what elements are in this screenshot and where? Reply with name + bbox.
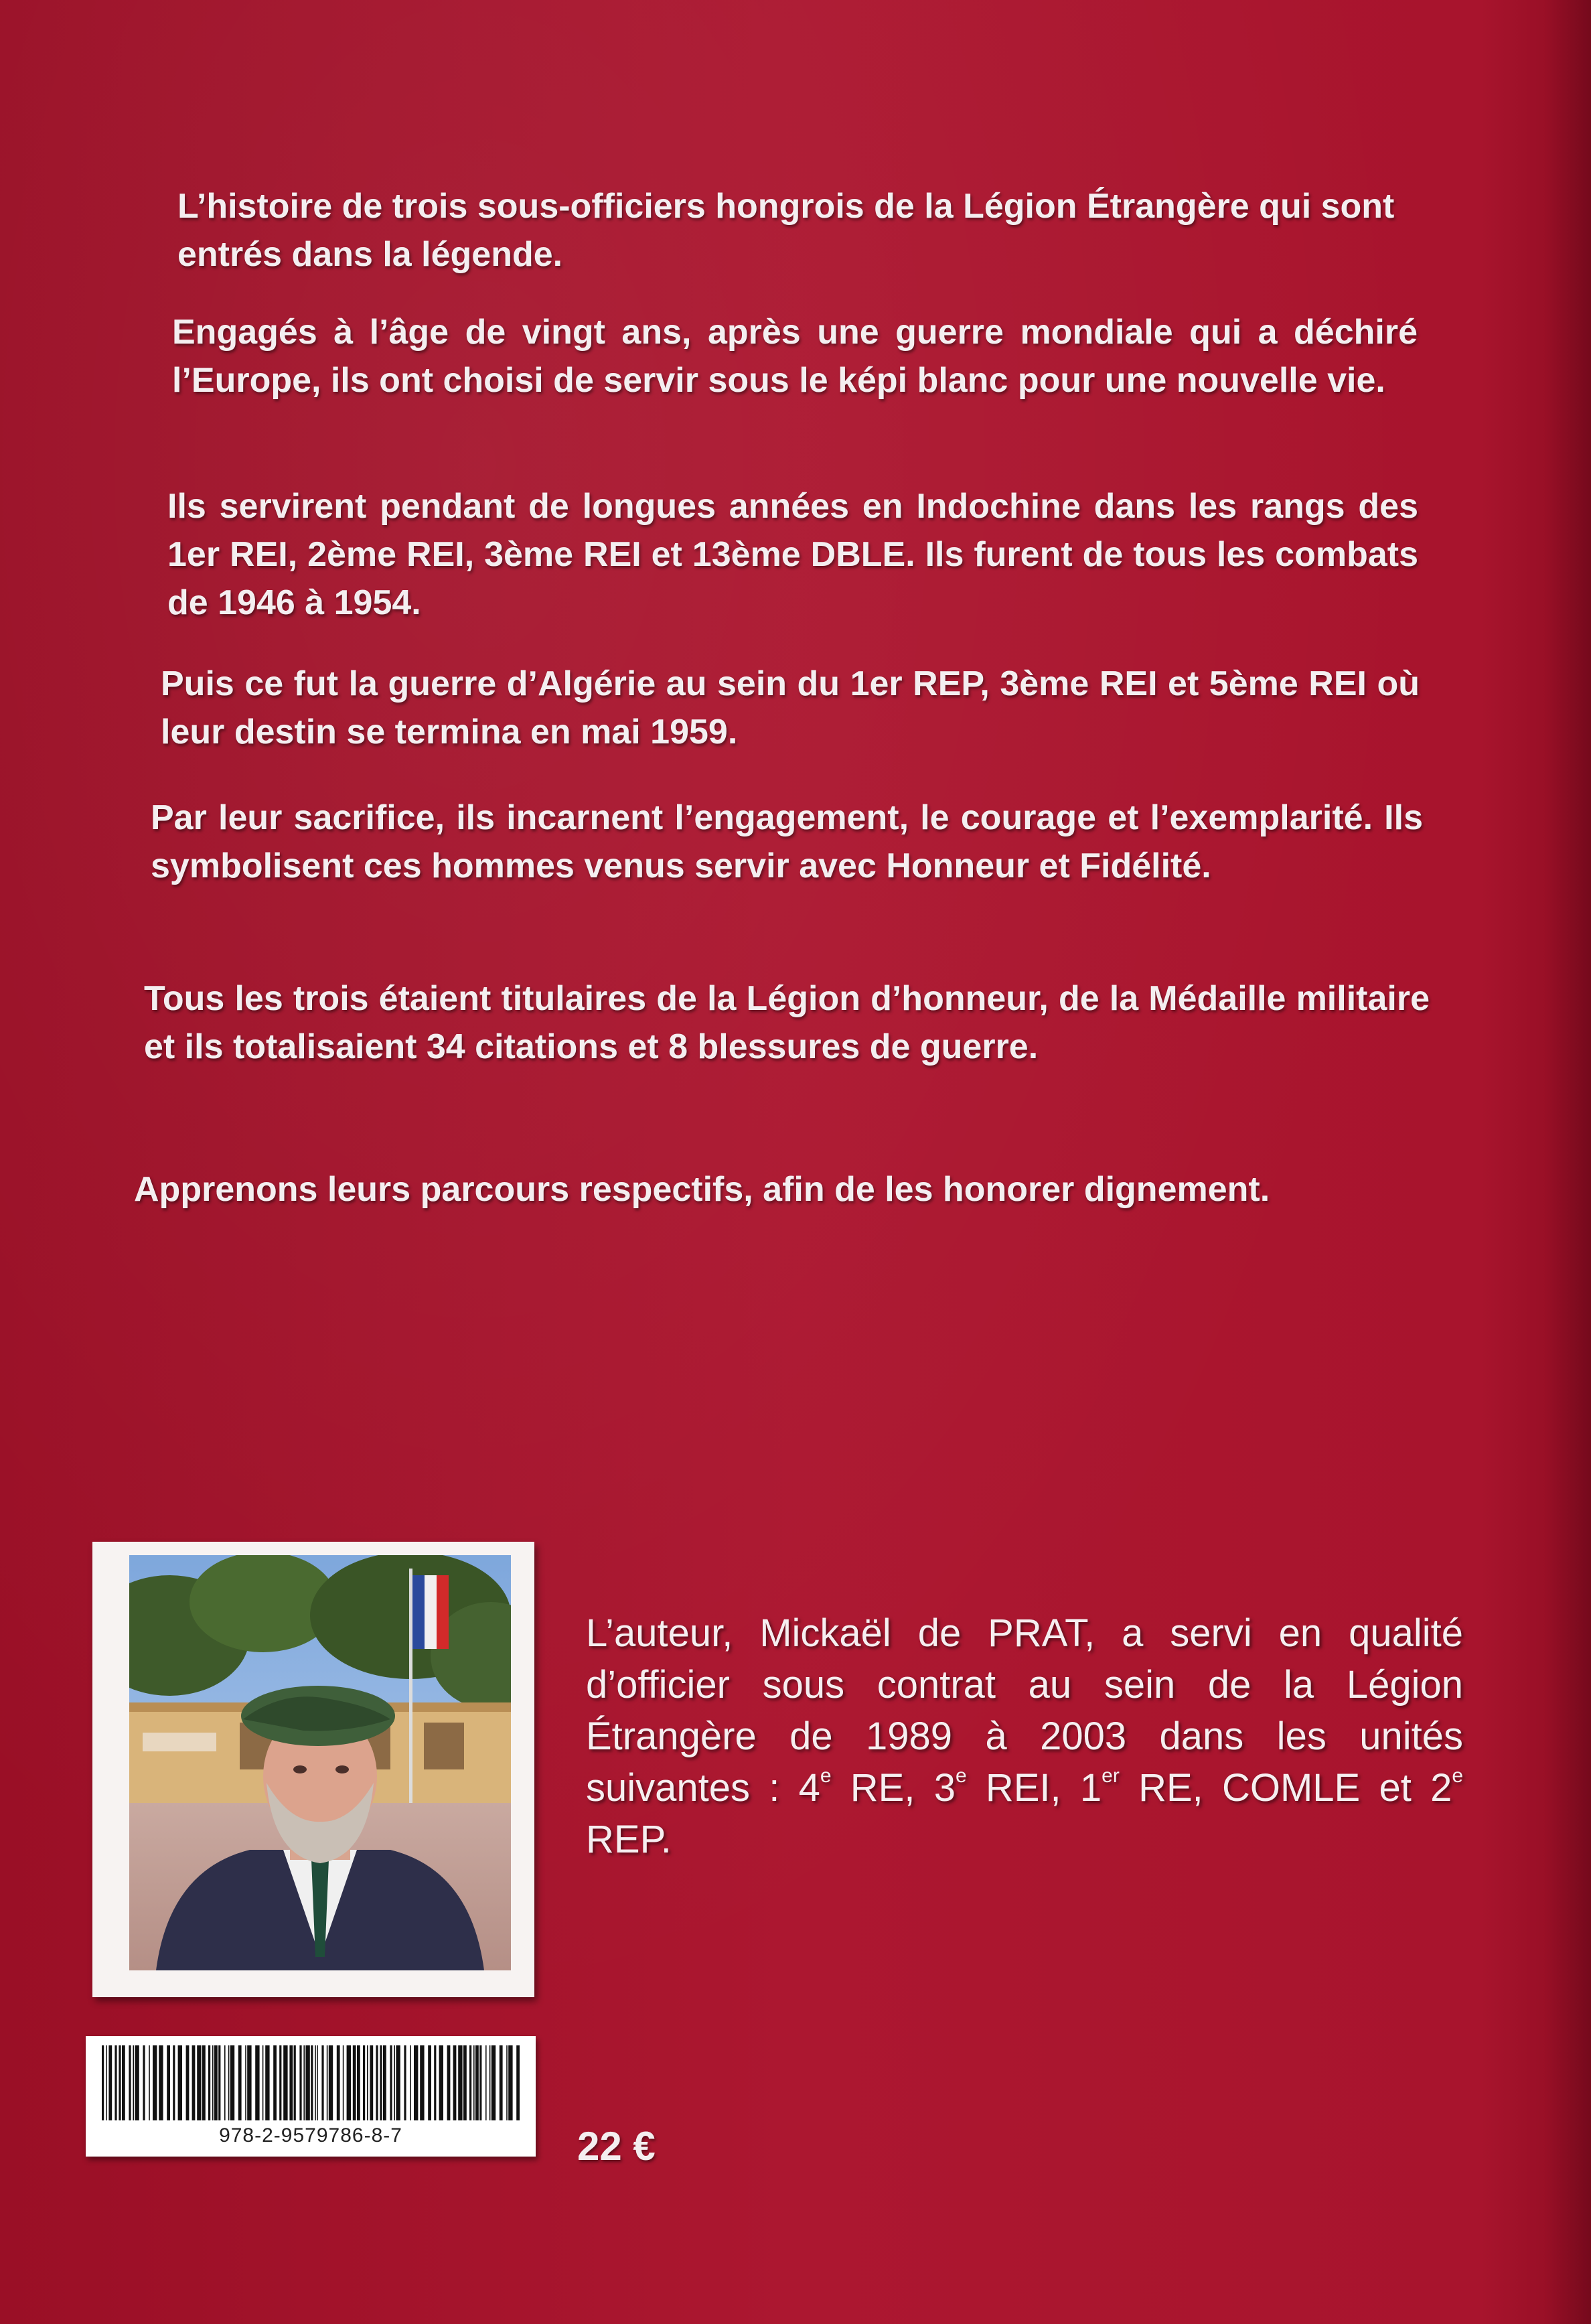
barcode-bar	[289, 2045, 293, 2120]
barcode-bar	[390, 2045, 392, 2120]
barcode-bar	[303, 2045, 305, 2120]
author-photo-frame	[92, 1542, 534, 1997]
barcode-bar	[500, 2045, 503, 2120]
unit-name: REP	[586, 1818, 661, 1861]
barcode-bar	[404, 2045, 406, 2120]
barcode-bar	[394, 2045, 395, 2120]
barcode-bar	[108, 2045, 112, 2120]
unit-separator: ,	[1192, 1766, 1222, 1810]
barcode-bar	[317, 2045, 318, 2120]
barcode-bar	[343, 2045, 344, 2120]
isbn-number: 978-2-9579786-8-7	[219, 2124, 402, 2147]
barcode	[99, 2045, 522, 2120]
barcode-bar	[315, 2045, 316, 2120]
unit-separator: ,	[1050, 1766, 1080, 1810]
barcode-bar	[102, 2045, 104, 2120]
barcode-bar	[383, 2045, 386, 2120]
barcode-bar	[115, 2045, 117, 2120]
unit-separator: ,	[904, 1766, 934, 1810]
barcode-bar	[245, 2045, 246, 2120]
barcode-label	[86, 2036, 536, 2157]
barcode-bar	[238, 2045, 242, 2120]
barcode-bar	[506, 2045, 508, 2120]
spine-shadow	[1544, 0, 1591, 2324]
barcode-bar	[106, 2045, 107, 2120]
barcode-bar	[479, 2045, 481, 2120]
barcode-bar	[410, 2045, 411, 2120]
barcode-bar	[367, 2045, 368, 2120]
unit-name: RE	[831, 1766, 905, 1810]
barcode-bar	[370, 2045, 373, 2120]
barcode-bar	[208, 2045, 210, 2120]
barcode-bar	[255, 2045, 259, 2120]
barcode-bar	[202, 2045, 206, 2120]
barcode-bar	[357, 2045, 360, 2120]
barcode-bar	[149, 2045, 150, 2120]
barcode-bar	[178, 2045, 182, 2120]
barcode-bar	[212, 2045, 214, 2120]
barcode-bar	[122, 2045, 125, 2120]
barcode-bar	[143, 2045, 145, 2120]
barcode-bar	[167, 2045, 170, 2120]
author-photo	[129, 1555, 511, 1970]
barcode-bar	[329, 2045, 333, 2120]
unit-ordinal: e	[955, 1765, 967, 1787]
blurb-paragraph-6: Tous les trois étaient titulaires de la Légion d’honneur, de la Médaille militaire et ils totalisaient 34 citations et 8 blessures de guerre.	[144, 979, 1430, 1066]
barcode-bar	[434, 2045, 436, 2120]
barcode-bar	[186, 2045, 190, 2120]
barcode-bar	[230, 2045, 234, 2120]
barcode-bar	[380, 2045, 382, 2120]
unit-name: REI	[966, 1766, 1051, 1810]
blurb-paragraph-5: Par leur sacrifice, ils incarnent l’engagement, le courage et l’exemplarité. Ils symbolisent ces hommes venus servir avec Honneur et Fidélité.	[151, 798, 1423, 885]
blurb-paragraph-2: Engagés à l’âge de vingt ans, après une guerre mondiale qui a déchiré l’Europe, ils ont choisi de servir sous le képi blanc pour une nouvelle vie.	[172, 313, 1418, 400]
barcode-bar	[311, 2045, 313, 2120]
unit-number: 2	[1430, 1766, 1452, 1810]
unit-number: 4	[798, 1766, 820, 1810]
barcode-bar	[453, 2045, 457, 2120]
barcode-bar	[247, 2045, 251, 2120]
unit-ordinal: e	[1452, 1765, 1464, 1787]
barcode-bar	[197, 2045, 201, 2120]
barcode-bar	[218, 2045, 220, 2120]
barcode-bar	[353, 2045, 356, 2120]
barcode-bar	[192, 2045, 196, 2120]
barcode-bar	[265, 2045, 269, 2120]
author-bio-intro: L’auteur, Mickaël de PRAT, a servi en qualité d’officier sous contrat au sein de la Légion Étrangère de 1989 à 2003 dans les unités suivantes :	[586, 1611, 1463, 1810]
barcode-bar	[327, 2045, 328, 2120]
blurb-paragraph-3: Ils servirent pendant de longues années en Indochine dans les rangs des 1er REI, 2ème REI, 3ème REI et 13ème DBLE. Ils furent de tous les combats de 1946 à 1954.	[167, 487, 1418, 622]
unit-name: COMLE	[1221, 1766, 1361, 1810]
barcode-bar	[363, 2045, 365, 2120]
unit-separator: .	[660, 1818, 672, 1861]
barcode-bar	[469, 2045, 471, 2120]
barcode-bar	[228, 2045, 230, 2120]
barcode-bar	[337, 2045, 340, 2120]
barcode-bar	[294, 2045, 296, 2120]
unit-ordinal: er	[1102, 1765, 1120, 1787]
author-bio	[586, 1607, 1463, 1865]
barcode-bar	[376, 2045, 378, 2120]
blurb-paragraph-4: Puis ce fut la guerre d’Algérie au sein du 1er REP, 3ème REI et 5ème REI où leur destin se termina en mai 1959.	[161, 664, 1420, 751]
barcode-bar	[473, 2045, 475, 2120]
barcode-bar	[475, 2045, 479, 2120]
barcode-bar	[119, 2045, 121, 2120]
barcode-bar	[153, 2045, 157, 2120]
unit-number: 3	[933, 1766, 956, 1810]
blurb-paragraph-1: L’histoire de trois sous-officiers hongrois de la Légion Étrangère qui sont entrés dans la légende.	[177, 187, 1395, 274]
barcode-bar	[283, 2045, 287, 2120]
barcode-bar	[463, 2045, 467, 2120]
barcode-bar	[439, 2045, 443, 2120]
barcode-bar	[458, 2045, 462, 2120]
barcode-bar	[133, 2045, 134, 2120]
barcode-bar	[279, 2045, 281, 2120]
barcode-bar	[214, 2045, 218, 2120]
unit-number: 1	[1079, 1766, 1102, 1810]
barcode-bar	[321, 2045, 323, 2120]
barcode-bar	[508, 2045, 512, 2120]
barcode-bar	[273, 2045, 277, 2120]
barcode-bar	[129, 2045, 131, 2120]
unit-ordinal: e	[820, 1765, 832, 1787]
unit-separator: et	[1360, 1766, 1431, 1810]
barcode-bar	[447, 2045, 451, 2120]
barcode-bar	[305, 2045, 309, 2120]
barcode-bar	[135, 2045, 139, 2120]
barcode-bar	[414, 2045, 418, 2120]
barcode-bar	[396, 2045, 400, 2120]
barcode-bar	[262, 2045, 264, 2120]
unit-name: RE	[1119, 1766, 1193, 1810]
barcode-bar	[224, 2045, 226, 2120]
barcode-bar	[299, 2045, 301, 2120]
barcode-bar	[159, 2045, 163, 2120]
barcode-bar	[516, 2045, 520, 2120]
barcode-bar	[347, 2045, 351, 2120]
price: 22 €	[577, 2124, 656, 2169]
barcode-bar	[173, 2045, 175, 2120]
barcode-bar	[420, 2045, 424, 2120]
barcode-bar	[491, 2045, 496, 2120]
blurb-paragraph-7: Apprenons leurs parcours respectifs, afin de les honorer dignement.	[134, 1170, 1270, 1209]
barcode-bar	[489, 2045, 491, 2120]
barcode-bar	[485, 2045, 487, 2120]
barcode-bar	[428, 2045, 431, 2120]
